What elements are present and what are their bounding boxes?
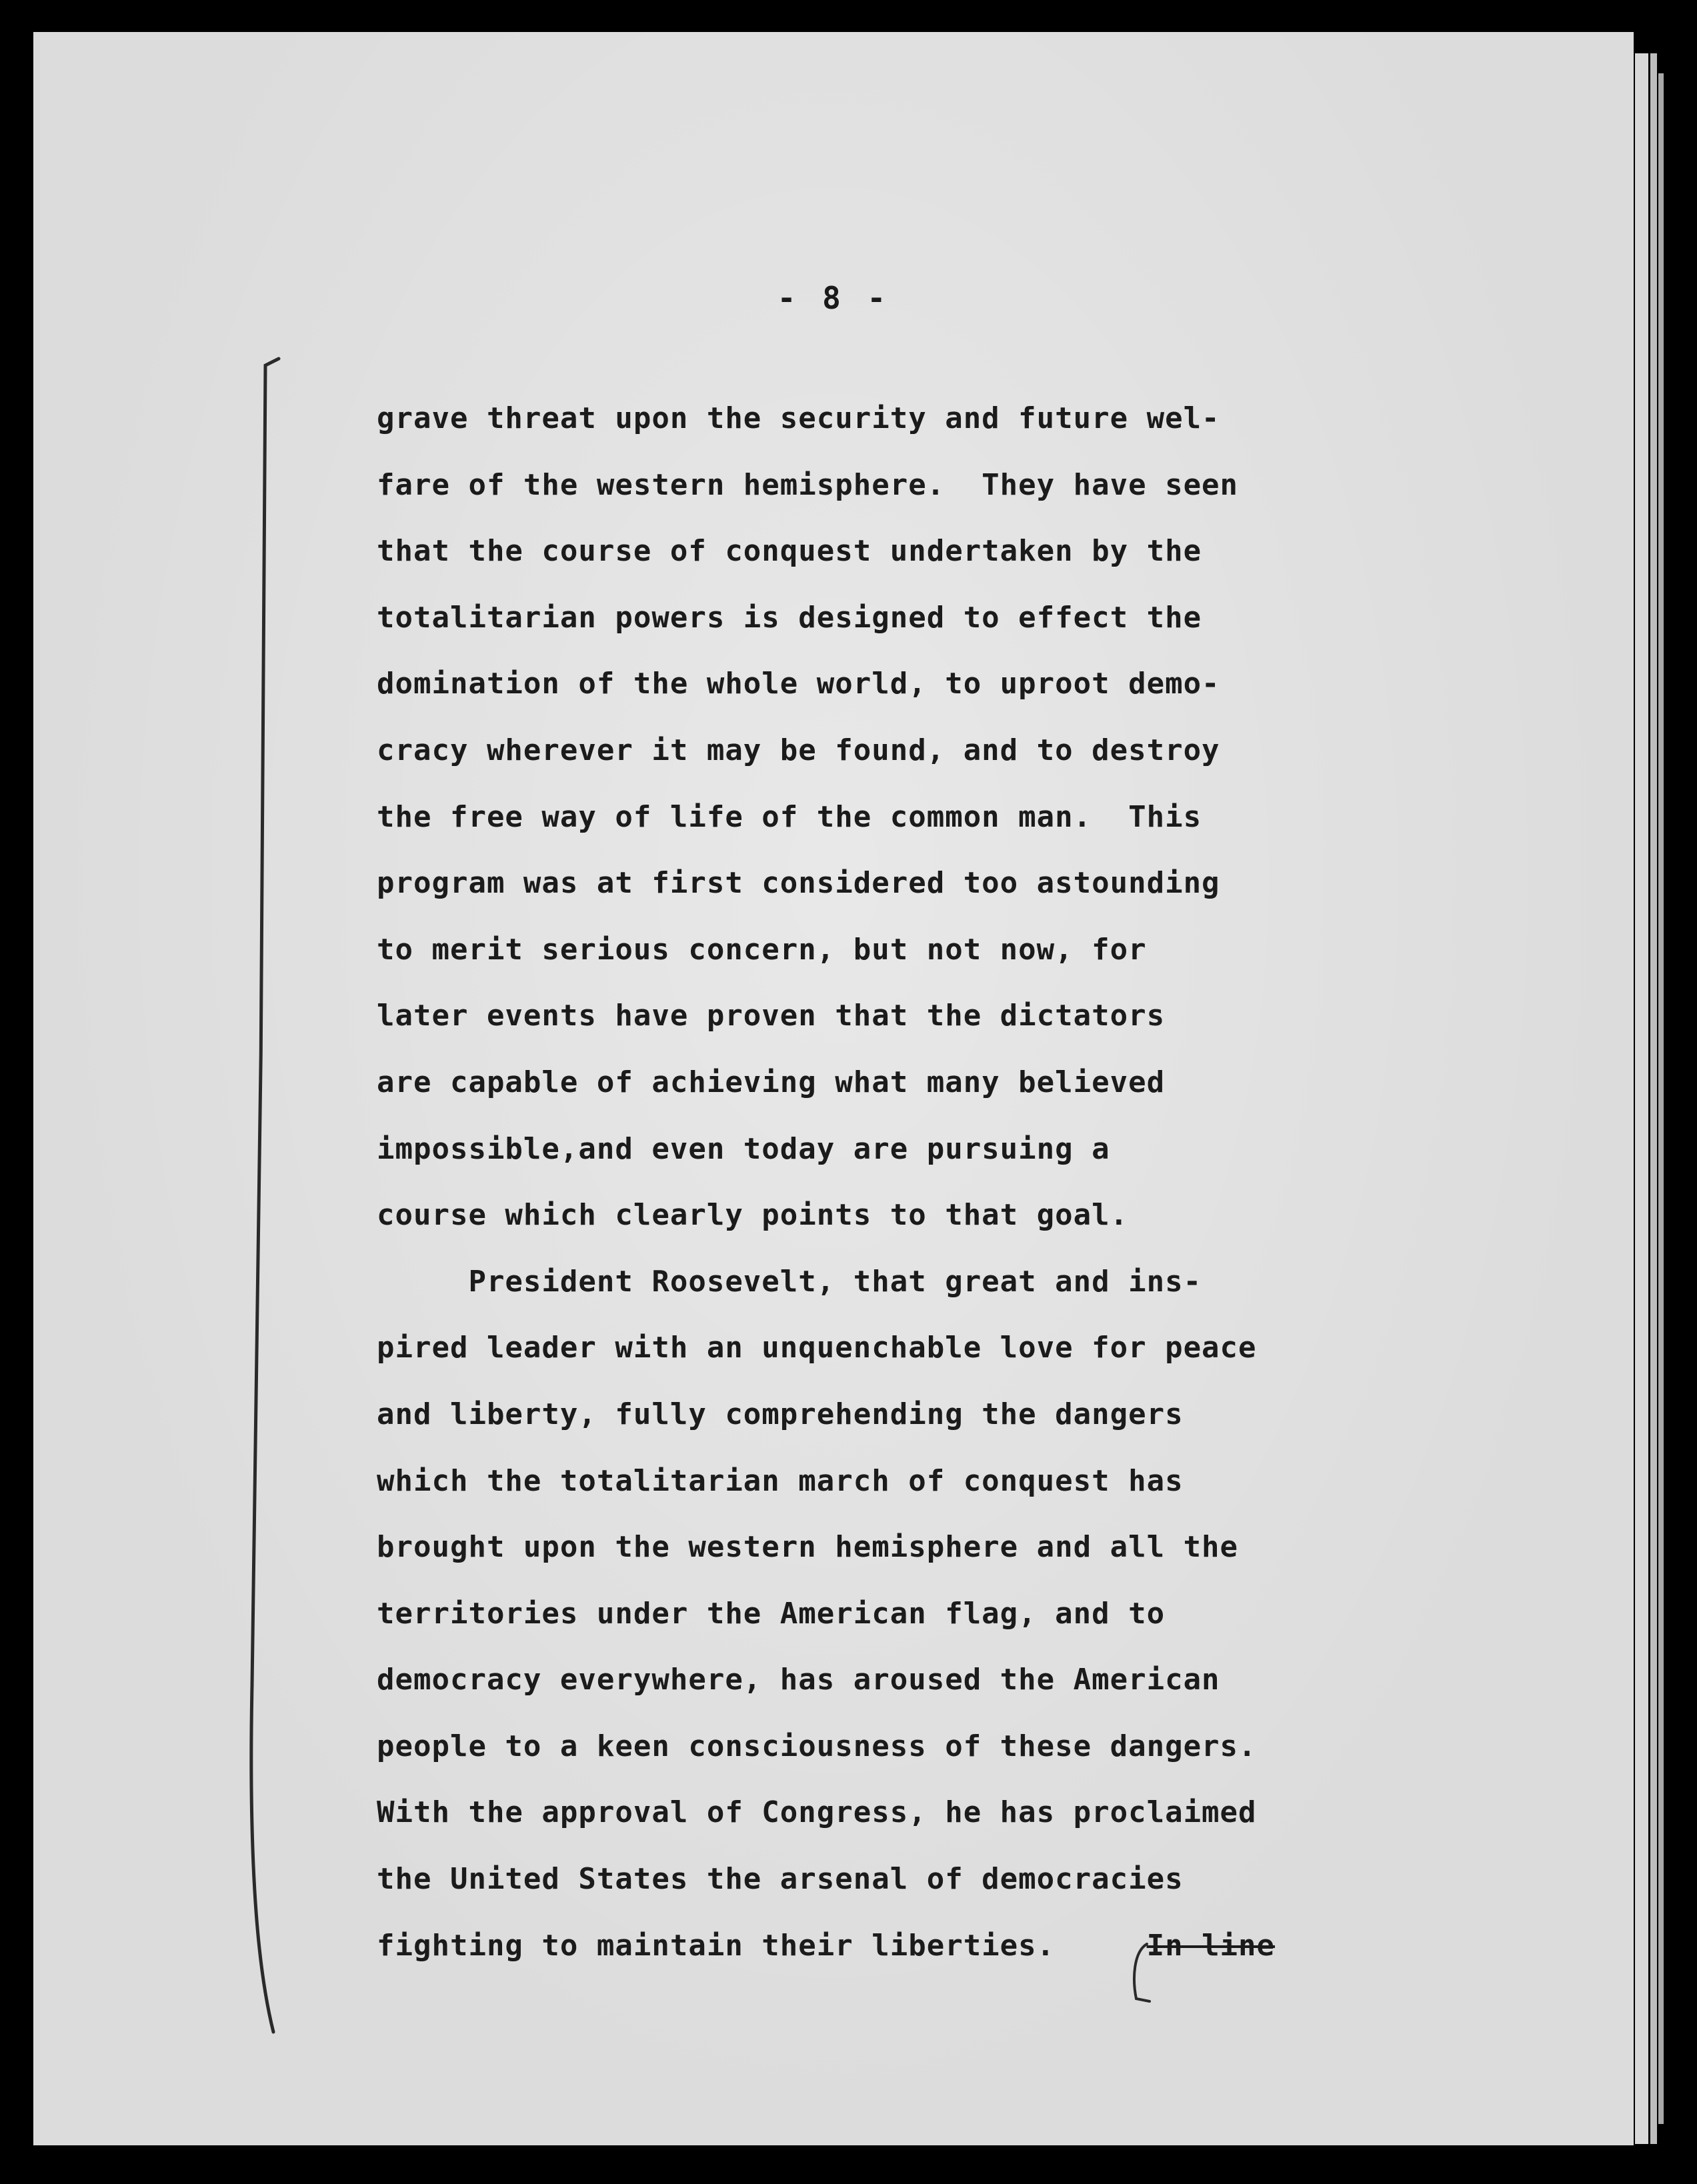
last-line-text: fighting to maintain their liberties. xyxy=(377,1928,1056,1963)
page-edge xyxy=(1650,53,1657,2144)
text-line: program was at first considered too astounding xyxy=(377,866,1220,901)
text-line: which the totalitarian march of conquest has xyxy=(377,1463,1184,1498)
text-line: President Roosevelt, that great and ins- xyxy=(377,1264,1202,1299)
text-line: brought upon the western hemisphere and all the xyxy=(377,1530,1239,1565)
handwritten-bracket-mark xyxy=(1127,1939,1154,2005)
text-line: to merit serious concern, but not now, for xyxy=(377,932,1147,967)
text-line: the free way of life of the common man. This xyxy=(377,799,1202,834)
text-line: grave threat upon the security and future wel- xyxy=(377,401,1220,435)
text-line: later events have proven that the dictators xyxy=(377,999,1166,1033)
text-line: the United States the arsenal of democracies xyxy=(377,1862,1184,1897)
text-line: territories under the American flag, and to xyxy=(377,1596,1166,1631)
text-line: and liberty, fully comprehending the dangers xyxy=(377,1397,1184,1431)
paper-sheet xyxy=(33,32,1634,2145)
text-line: domination of the whole world, to uproot demo- xyxy=(377,667,1220,701)
page-number: - 8 - xyxy=(777,280,890,316)
text-line: cracy wherever it may be found, and to destroy xyxy=(377,733,1220,767)
text-line: are capable of achieving what many believed xyxy=(377,1065,1166,1099)
page-edge xyxy=(1635,53,1648,2144)
text-line: pired leader with an unquenchable love for peace xyxy=(377,1331,1257,1365)
text-line: people to a keen consciousness of these dangers. xyxy=(377,1729,1257,1763)
struck-through-text: In line xyxy=(1146,1928,1276,1963)
text-line: fare of the western hemisphere. They have seen xyxy=(377,467,1239,502)
last-text-line xyxy=(377,1913,1524,1979)
page-edge xyxy=(1658,73,1664,2124)
text-line: democracy everywhere, has aroused the American xyxy=(377,1663,1220,1697)
text-line: course which clearly points to that goal. xyxy=(377,1198,1129,1233)
text-line: impossible,and even today are pursuing a xyxy=(377,1131,1110,1166)
text-line: With the approval of Congress, he has proclaimed xyxy=(377,1795,1257,1830)
text-line: totalitarian powers is designed to effect the xyxy=(377,600,1202,635)
text-line: that the course of conquest undertaken by the xyxy=(377,534,1202,569)
typed-body-text xyxy=(377,385,1524,1979)
